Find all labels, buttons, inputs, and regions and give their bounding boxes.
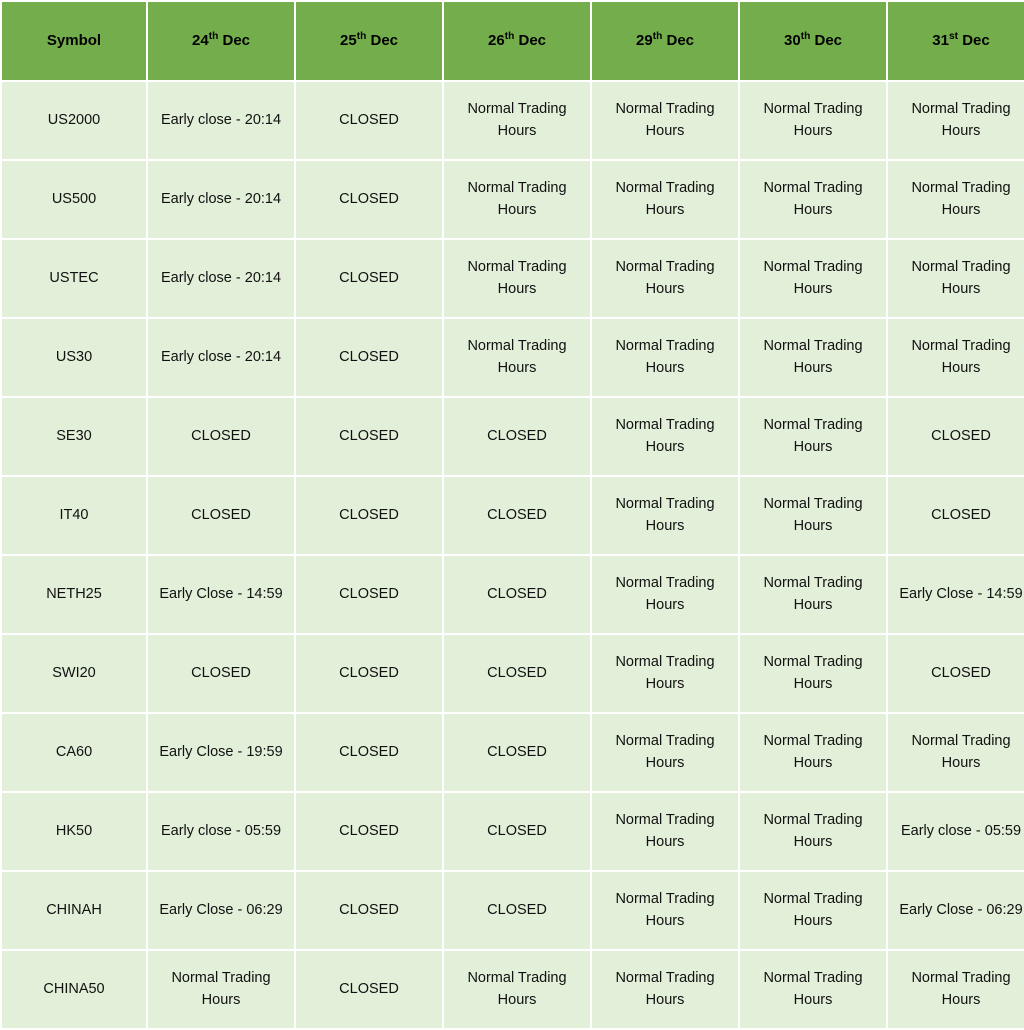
status-cell: CLOSED — [444, 793, 590, 870]
table-row — [2, 319, 1024, 396]
ordinal-suffix: th — [208, 31, 219, 42]
status-cell: CLOSED — [296, 319, 442, 396]
status-cell: Normal Trading Hours — [444, 82, 590, 159]
status-cell: Normal Trading Hours — [148, 951, 294, 1028]
status-cell: Normal Trading Hours — [592, 872, 738, 949]
symbol-cell: CHINAH — [2, 872, 146, 949]
status-cell: Normal Trading Hours — [444, 951, 590, 1028]
status-cell: Normal Trading Hours — [592, 714, 738, 791]
status-cell: Normal Trading Hours — [592, 319, 738, 396]
status-cell: Normal Trading Hours — [888, 82, 1024, 159]
column-header-month: Dec — [958, 32, 990, 49]
status-cell: CLOSED — [296, 240, 442, 317]
symbol-cell: NETH25 — [2, 556, 146, 633]
status-cell: Normal Trading Hours — [740, 398, 886, 475]
status-cell: Normal Trading Hours — [592, 635, 738, 712]
status-cell: Early close - 05:59 — [148, 793, 294, 870]
column-header-symbol — [2, 2, 146, 80]
status-cell: CLOSED — [296, 398, 442, 475]
symbol-cell: USTEC — [2, 240, 146, 317]
status-cell: Early close - 20:14 — [148, 82, 294, 159]
status-cell: CLOSED — [296, 793, 442, 870]
table-row — [2, 556, 1024, 633]
status-cell: Normal Trading Hours — [740, 161, 886, 238]
status-cell: CLOSED — [148, 635, 294, 712]
table-body — [2, 82, 1024, 1028]
table-row — [2, 714, 1024, 791]
status-cell: Normal Trading Hours — [592, 398, 738, 475]
column-header-label: 26 — [488, 32, 505, 49]
column-header-day-2 — [296, 2, 442, 80]
status-cell: CLOSED — [296, 161, 442, 238]
status-cell: Normal Trading Hours — [592, 793, 738, 870]
status-cell: CLOSED — [148, 477, 294, 554]
symbol-cell: SWI20 — [2, 635, 146, 712]
status-cell: CLOSED — [888, 398, 1024, 475]
column-header-label: 24 — [192, 32, 209, 49]
symbol-cell: US2000 — [2, 82, 146, 159]
status-cell: CLOSED — [296, 951, 442, 1028]
status-cell: Normal Trading Hours — [592, 161, 738, 238]
table-row — [2, 951, 1024, 1028]
status-cell: Normal Trading Hours — [444, 161, 590, 238]
table-row — [2, 82, 1024, 159]
ordinal-suffix: st — [948, 31, 959, 42]
status-cell: Normal Trading Hours — [592, 477, 738, 554]
status-cell: Normal Trading Hours — [592, 82, 738, 159]
status-cell: Early Close - 06:29 — [888, 872, 1024, 949]
status-cell: CLOSED — [296, 556, 442, 633]
status-cell: Normal Trading Hours — [740, 872, 886, 949]
status-cell: Normal Trading Hours — [888, 240, 1024, 317]
status-cell: Normal Trading Hours — [444, 319, 590, 396]
status-cell: CLOSED — [444, 635, 590, 712]
status-cell: CLOSED — [888, 477, 1024, 554]
status-cell: Early Close - 06:29 — [148, 872, 294, 949]
status-cell: Early Close - 19:59 — [148, 714, 294, 791]
status-cell: Early close - 20:14 — [148, 240, 294, 317]
status-cell: Normal Trading Hours — [592, 951, 738, 1028]
status-cell: Normal Trading Hours — [888, 714, 1024, 791]
status-cell: CLOSED — [444, 872, 590, 949]
status-cell: Early close - 20:14 — [148, 319, 294, 396]
status-cell: Normal Trading Hours — [740, 951, 886, 1028]
column-header-day-1 — [148, 2, 294, 80]
status-cell: CLOSED — [296, 477, 442, 554]
header-row — [2, 2, 1024, 80]
column-header-label: Symbol — [46, 32, 102, 49]
status-cell: Normal Trading Hours — [740, 793, 886, 870]
status-cell: Normal Trading Hours — [592, 556, 738, 633]
table-row — [2, 398, 1024, 475]
column-header-label: 30 — [784, 32, 801, 49]
status-cell: Normal Trading Hours — [740, 635, 886, 712]
status-cell: CLOSED — [444, 556, 590, 633]
status-cell: CLOSED — [444, 477, 590, 554]
column-header-label: 31 — [932, 32, 949, 49]
symbol-cell: CA60 — [2, 714, 146, 791]
table-row — [2, 477, 1024, 554]
symbol-cell: US30 — [2, 319, 146, 396]
column-header-label: 25 — [340, 32, 357, 49]
table-row — [2, 161, 1024, 238]
status-cell: CLOSED — [296, 872, 442, 949]
status-cell: Normal Trading Hours — [444, 240, 590, 317]
status-cell: Normal Trading Hours — [592, 240, 738, 317]
status-cell: Early Close - 14:59 — [888, 556, 1024, 633]
status-cell: CLOSED — [296, 82, 442, 159]
column-header-month: Dec — [366, 32, 398, 49]
table-row — [2, 872, 1024, 949]
status-cell: Normal Trading Hours — [888, 319, 1024, 396]
status-cell: CLOSED — [444, 714, 590, 791]
symbol-cell: US500 — [2, 161, 146, 238]
symbol-cell: CHINA50 — [2, 951, 146, 1028]
status-cell: Normal Trading Hours — [888, 161, 1024, 238]
column-header-month: Dec — [514, 32, 546, 49]
ordinal-suffix: th — [800, 31, 811, 42]
symbol-cell: SE30 — [2, 398, 146, 475]
column-header-day-6 — [888, 2, 1024, 80]
status-cell: CLOSED — [296, 635, 442, 712]
ordinal-suffix: th — [652, 31, 663, 42]
status-cell: Normal Trading Hours — [740, 556, 886, 633]
column-header-day-5 — [740, 2, 886, 80]
status-cell: Normal Trading Hours — [888, 951, 1024, 1028]
ordinal-suffix: th — [356, 31, 367, 42]
status-cell: Normal Trading Hours — [740, 319, 886, 396]
status-cell: Early Close - 14:59 — [148, 556, 294, 633]
column-header-label: 29 — [636, 32, 653, 49]
table-row — [2, 793, 1024, 870]
status-cell: Early close - 05:59 — [888, 793, 1024, 870]
status-cell: Normal Trading Hours — [740, 477, 886, 554]
column-header-month: Dec — [662, 32, 694, 49]
column-header-day-4 — [592, 2, 738, 80]
status-cell: Normal Trading Hours — [740, 82, 886, 159]
status-cell: CLOSED — [296, 714, 442, 791]
table-row — [2, 240, 1024, 317]
symbol-cell: IT40 — [2, 477, 146, 554]
status-cell: Early close - 20:14 — [148, 161, 294, 238]
column-header-day-3 — [444, 2, 590, 80]
column-header-month: Dec — [218, 32, 250, 49]
symbol-cell: HK50 — [2, 793, 146, 870]
ordinal-suffix: th — [504, 31, 515, 42]
table-row — [2, 635, 1024, 712]
status-cell: CLOSED — [148, 398, 294, 475]
status-cell: CLOSED — [444, 398, 590, 475]
status-cell: Normal Trading Hours — [740, 240, 886, 317]
status-cell: CLOSED — [888, 635, 1024, 712]
status-cell: Normal Trading Hours — [740, 714, 886, 791]
column-header-month: Dec — [810, 32, 842, 49]
table-header — [2, 2, 1024, 80]
